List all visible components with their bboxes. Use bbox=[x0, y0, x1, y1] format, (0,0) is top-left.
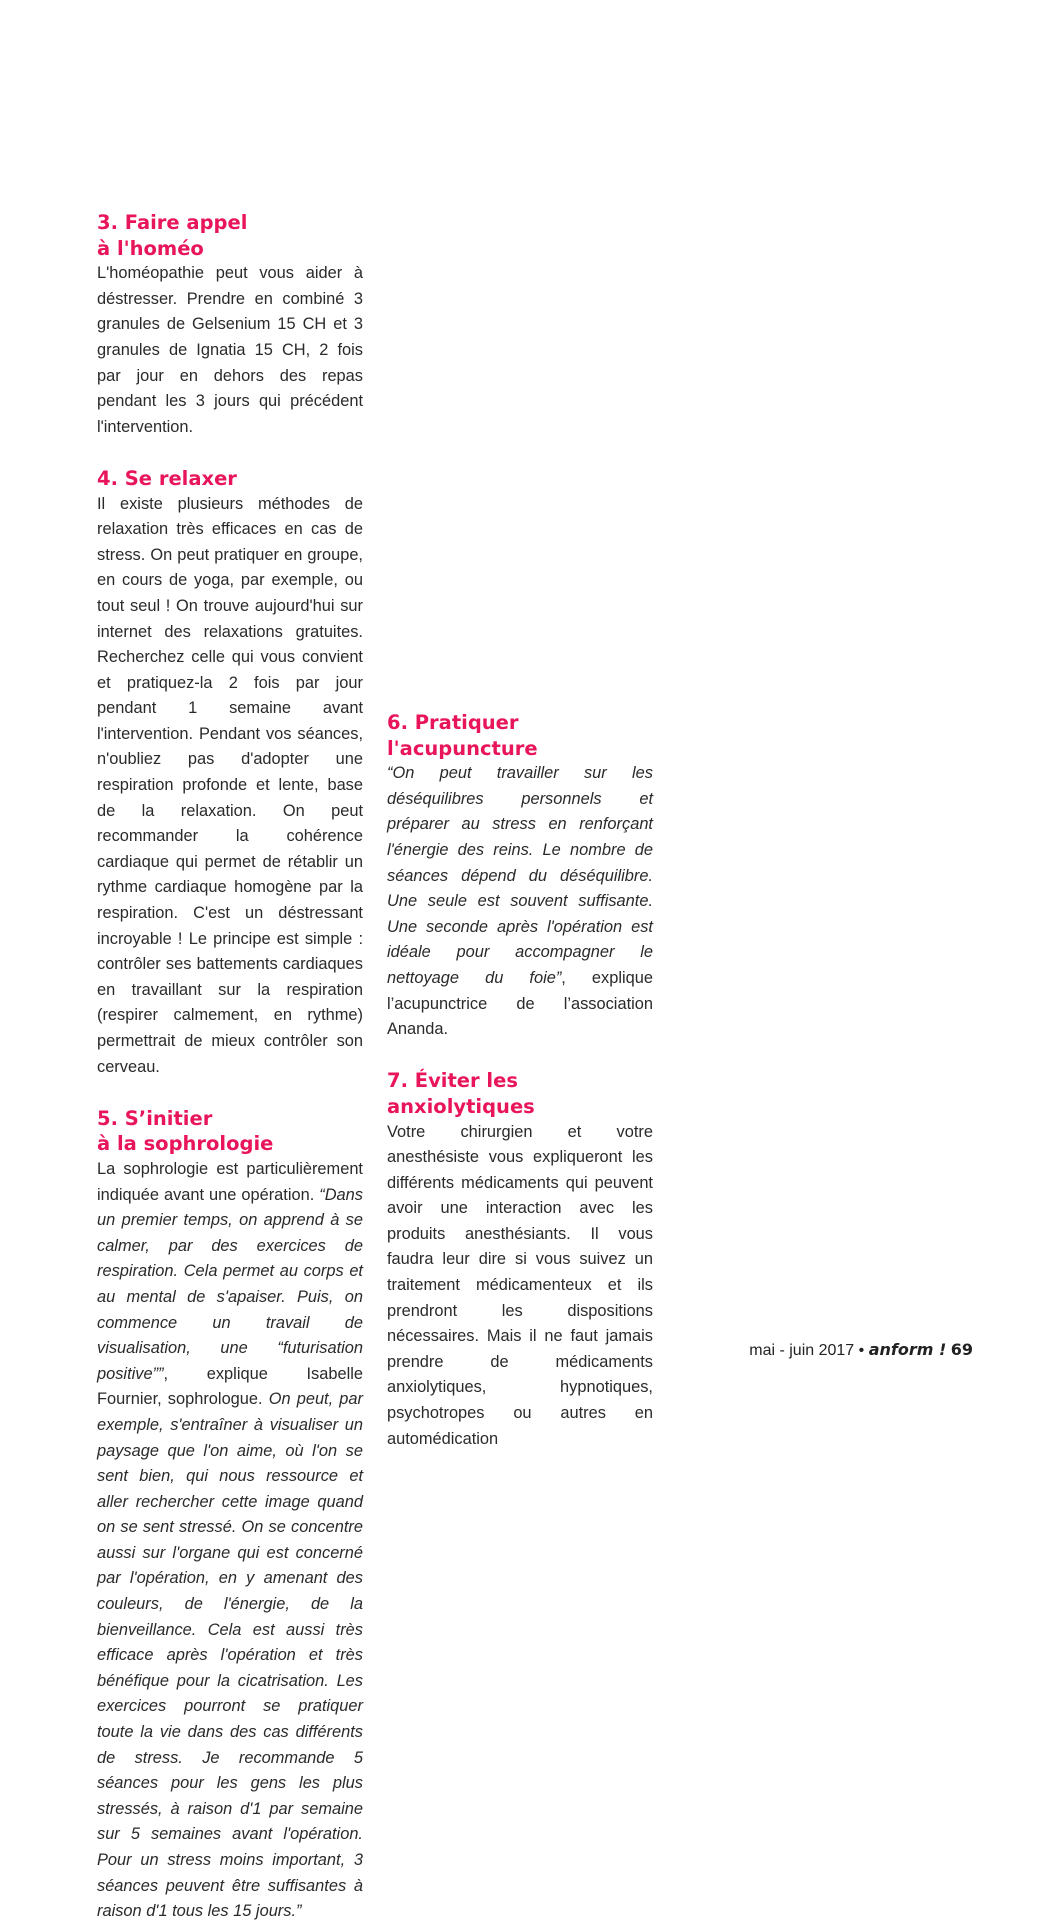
sophrologie-overflow-spacer bbox=[387, 210, 653, 688]
section-body-sophrologie: La sophrologie est particulièrement indiquée avant une opération. “Dans un premier temps, on apprend à se calmer, par des exercices de respiration. Cela permet au corps et au mental de s'apaiser. Puis, on commence un travail de visualisation, une “futurisation positive””, explique Isabelle Fournier, sophrologue. On peut, par exemple, s'entraîner à visualiser un paysage que l'on aime, où l'on se sent bien, qui nous ressource et aller rechercher cette image quand on se sent stressé. On se concentre aussi sur l'organe qui est concerné par l'opération, en y amenant des couleurs, de l'énergie, de la bienveillance. Cela est aussi très efficace après l'opération et très bénéfique pour la cicatrisation. Les exercices pourront se pratiquer toute la vie dans des cas différents de stress. Je recommande 5 séances pour les gens les plus stressés, à raison d'1 par semaine sur 5 semaines avant l'opération. Pour un stress moins important, 3 séances peuvent être suffisantes à raison d'1 tous les 15 jours.” bbox=[97, 1159, 363, 1921]
section-body-anxiolytiques: Votre chirurgien et votre anesthésiste vous expliqueront les différents médicaments qui peuvent avoir une interaction avec les produits anesthésiants. Il vous faudra leur dire si vous suivez un traitement médicamenteux et ils prendront les dispositions nécessaires. Mais il ne faut jamais prendre de médicaments anxiolytiques, hypnotiques, psychotropes ou autres en automédication bbox=[387, 1122, 653, 1448]
section-title-homeo: 3. Faire appel à l'homéo bbox=[97, 211, 248, 260]
section-title-acupuncture: 6. Pratiquer l'acupuncture bbox=[387, 711, 538, 760]
section-acupuncture bbox=[387, 710, 653, 1043]
section-title-sophrologie: 5. S’initier à la sophrologie bbox=[97, 1106, 274, 1156]
quote-sophrologue-continued: On peut, par exemple, s'entraîner à visualiser un paysage que l'on aime, où l'on se sent bien, qui nous ressource et aller rechercher cette image quand on se sent stressé. On se concentre aussi sur l'organe qui est concerné par l'opération, en y amenant des couleurs, de l'énergie, de la bienveillance. Cela est aussi très efficace après l'opération et très bénéfique pour la cicatrisation. Les exercices pourront se pratiquer toute la vie dans des cas différents de stress. Je recommande 5 séances pour les gens les plus stressés, à raison d'1 par semaine sur 5 semaines avant l'opération. Pour un stress moins important, 3 séances peuvent être suffisantes à raison d'1 tous les 15 jours.” bbox=[97, 1390, 363, 1921]
section-body-relaxer: Il existe plusieurs méthodes de relaxation très efficaces en cas de stress. On peut pratiquer en groupe, en cours de yoga, par exemple, ou tout seul ! On trouve aujourd'hui sur internet des relaxations gratuites. Recherchez celle qui vous convient et pratiquez-la 2 fois par jour pendant 1 semaine avant l'intervention. Pendant vos séances, n'oubliez pas d'adopter une respiration profonde et lente, base de la relaxation. On peut recommander la cohérence cardiaque qui permet de rétablir un rythme cardiaque homogène par la respiration. C'est un déstressant incroyable ! Le principe est simple : contrôler ses battements cardiaques en travaillant sur la respiration (respirer calmement, en rythme) permettrait de mieux contrôler son cerveau. bbox=[97, 494, 363, 1076]
section-title-anxiolytiques: 7. Éviter les anxiolytiques bbox=[387, 1069, 535, 1118]
section-title-relaxer: 4. Se relaxer bbox=[97, 466, 237, 490]
issue-date: mai - juin 2017 bbox=[749, 1342, 855, 1359]
section-homeo bbox=[97, 210, 363, 440]
footer-bullet: • bbox=[858, 1342, 865, 1359]
page-number: 69 bbox=[950, 1340, 973, 1359]
column-right bbox=[387, 210, 653, 1452]
section-body-acupuncture: “On peut travailler sur les déséquilibres personnels et préparer au stress en renforçant l'énergie des reins. Le nombre de séances dépend du déséquilibre. Une seule est souvent suffisante. Une seconde après l'opération est idéale pour accompagner le nettoyage du foie”, explique l’acupunctrice de l’association Ananda. bbox=[387, 764, 653, 1039]
quote-sophrologue: “Dans un premier temps, on apprend à se calmer, par des exercices de respiration. Cela permet au corps et au mental de s'apaiser. Puis, on commence un travail de visualisation, une “futurisation positive”” bbox=[97, 1185, 363, 1383]
section-anxiolytiques bbox=[387, 1068, 653, 1452]
section-relaxer bbox=[97, 466, 363, 1080]
magazine-name: anform ! bbox=[868, 1340, 947, 1359]
section-sophrologie bbox=[97, 1106, 363, 1925]
page-footer bbox=[749, 1340, 973, 1360]
column-left bbox=[97, 210, 363, 1925]
quote-acupunctrice: “On peut travailler sur les déséquilibres personnels et préparer au stress en renforçant l'énergie des reins. Le nombre de séances dépend du déséquilibre. Une seule est souvent suffisante. Une seconde après l'opération est idéale pour accompagner le nettoyage du foie” bbox=[387, 764, 653, 987]
section-body-homeo: L'homéopathie peut vous aider à déstresser. Prendre en combiné 3 granules de Gelsenium 15 CH et 3 granules de Ignatia 15 CH, 2 fois par jour en dehors des repas pendant les 3 jours qui précédent l'intervention. bbox=[97, 264, 363, 436]
